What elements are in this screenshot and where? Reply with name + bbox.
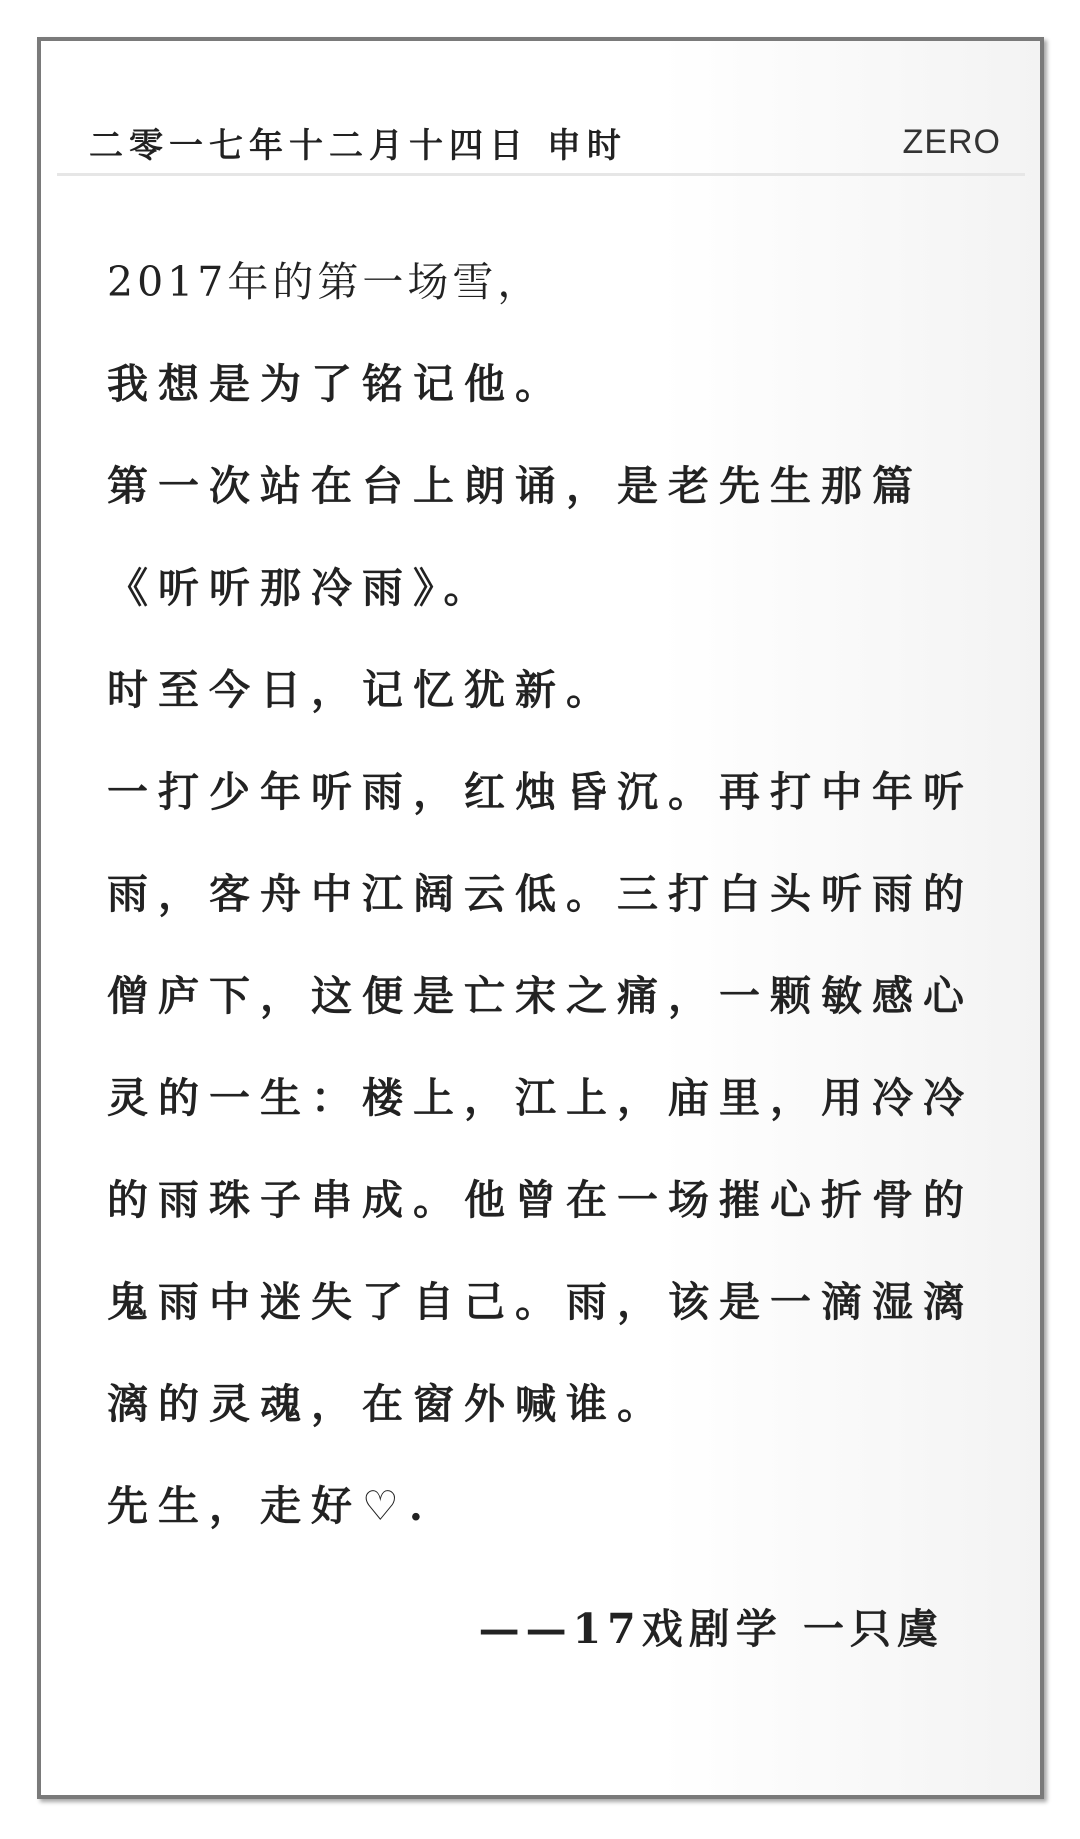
body-line: 我想是为了铭记他。: [107, 360, 566, 408]
body-line: 僧庐下，这便是亡宋之痛，一颗敏感心: [107, 972, 974, 1020]
body-line: 鬼雨中迷失了自己。雨，该是一滴湿漓: [107, 1278, 974, 1326]
body-line: 第一次站在台上朗诵，是老先生那篇: [107, 462, 923, 510]
body-line: 时至今日，记忆犹新。: [107, 666, 617, 714]
letter-frame: [37, 37, 1044, 1799]
body-line: 雨，客舟中江阔云低。三打白头听雨的: [107, 870, 974, 918]
body-line: 先生，走好♡.: [107, 1482, 434, 1530]
body-line: 2017年的第一场雪，: [107, 258, 543, 306]
body-line: 漓的灵魂，在窗外喊谁。: [107, 1380, 668, 1428]
body-line: 一打少年听雨，红烛昏沉。再打中年听: [107, 768, 974, 816]
date-line: 二零一七年十二月十四日 申时: [89, 125, 627, 166]
header-divider: [57, 173, 1025, 176]
body-line: 《听听那冷雨》。: [107, 564, 495, 612]
letter-body: [107, 231, 987, 1557]
signature-line: ——17戏剧学 一只虞: [478, 1605, 944, 1653]
author-tag: ZERO: [902, 122, 1001, 161]
body-line: 的雨珠子串成。他曾在一场摧心折骨的: [107, 1176, 974, 1224]
body-line: 灵的一生：楼上，江上，庙里，用冷冷: [107, 1074, 974, 1122]
